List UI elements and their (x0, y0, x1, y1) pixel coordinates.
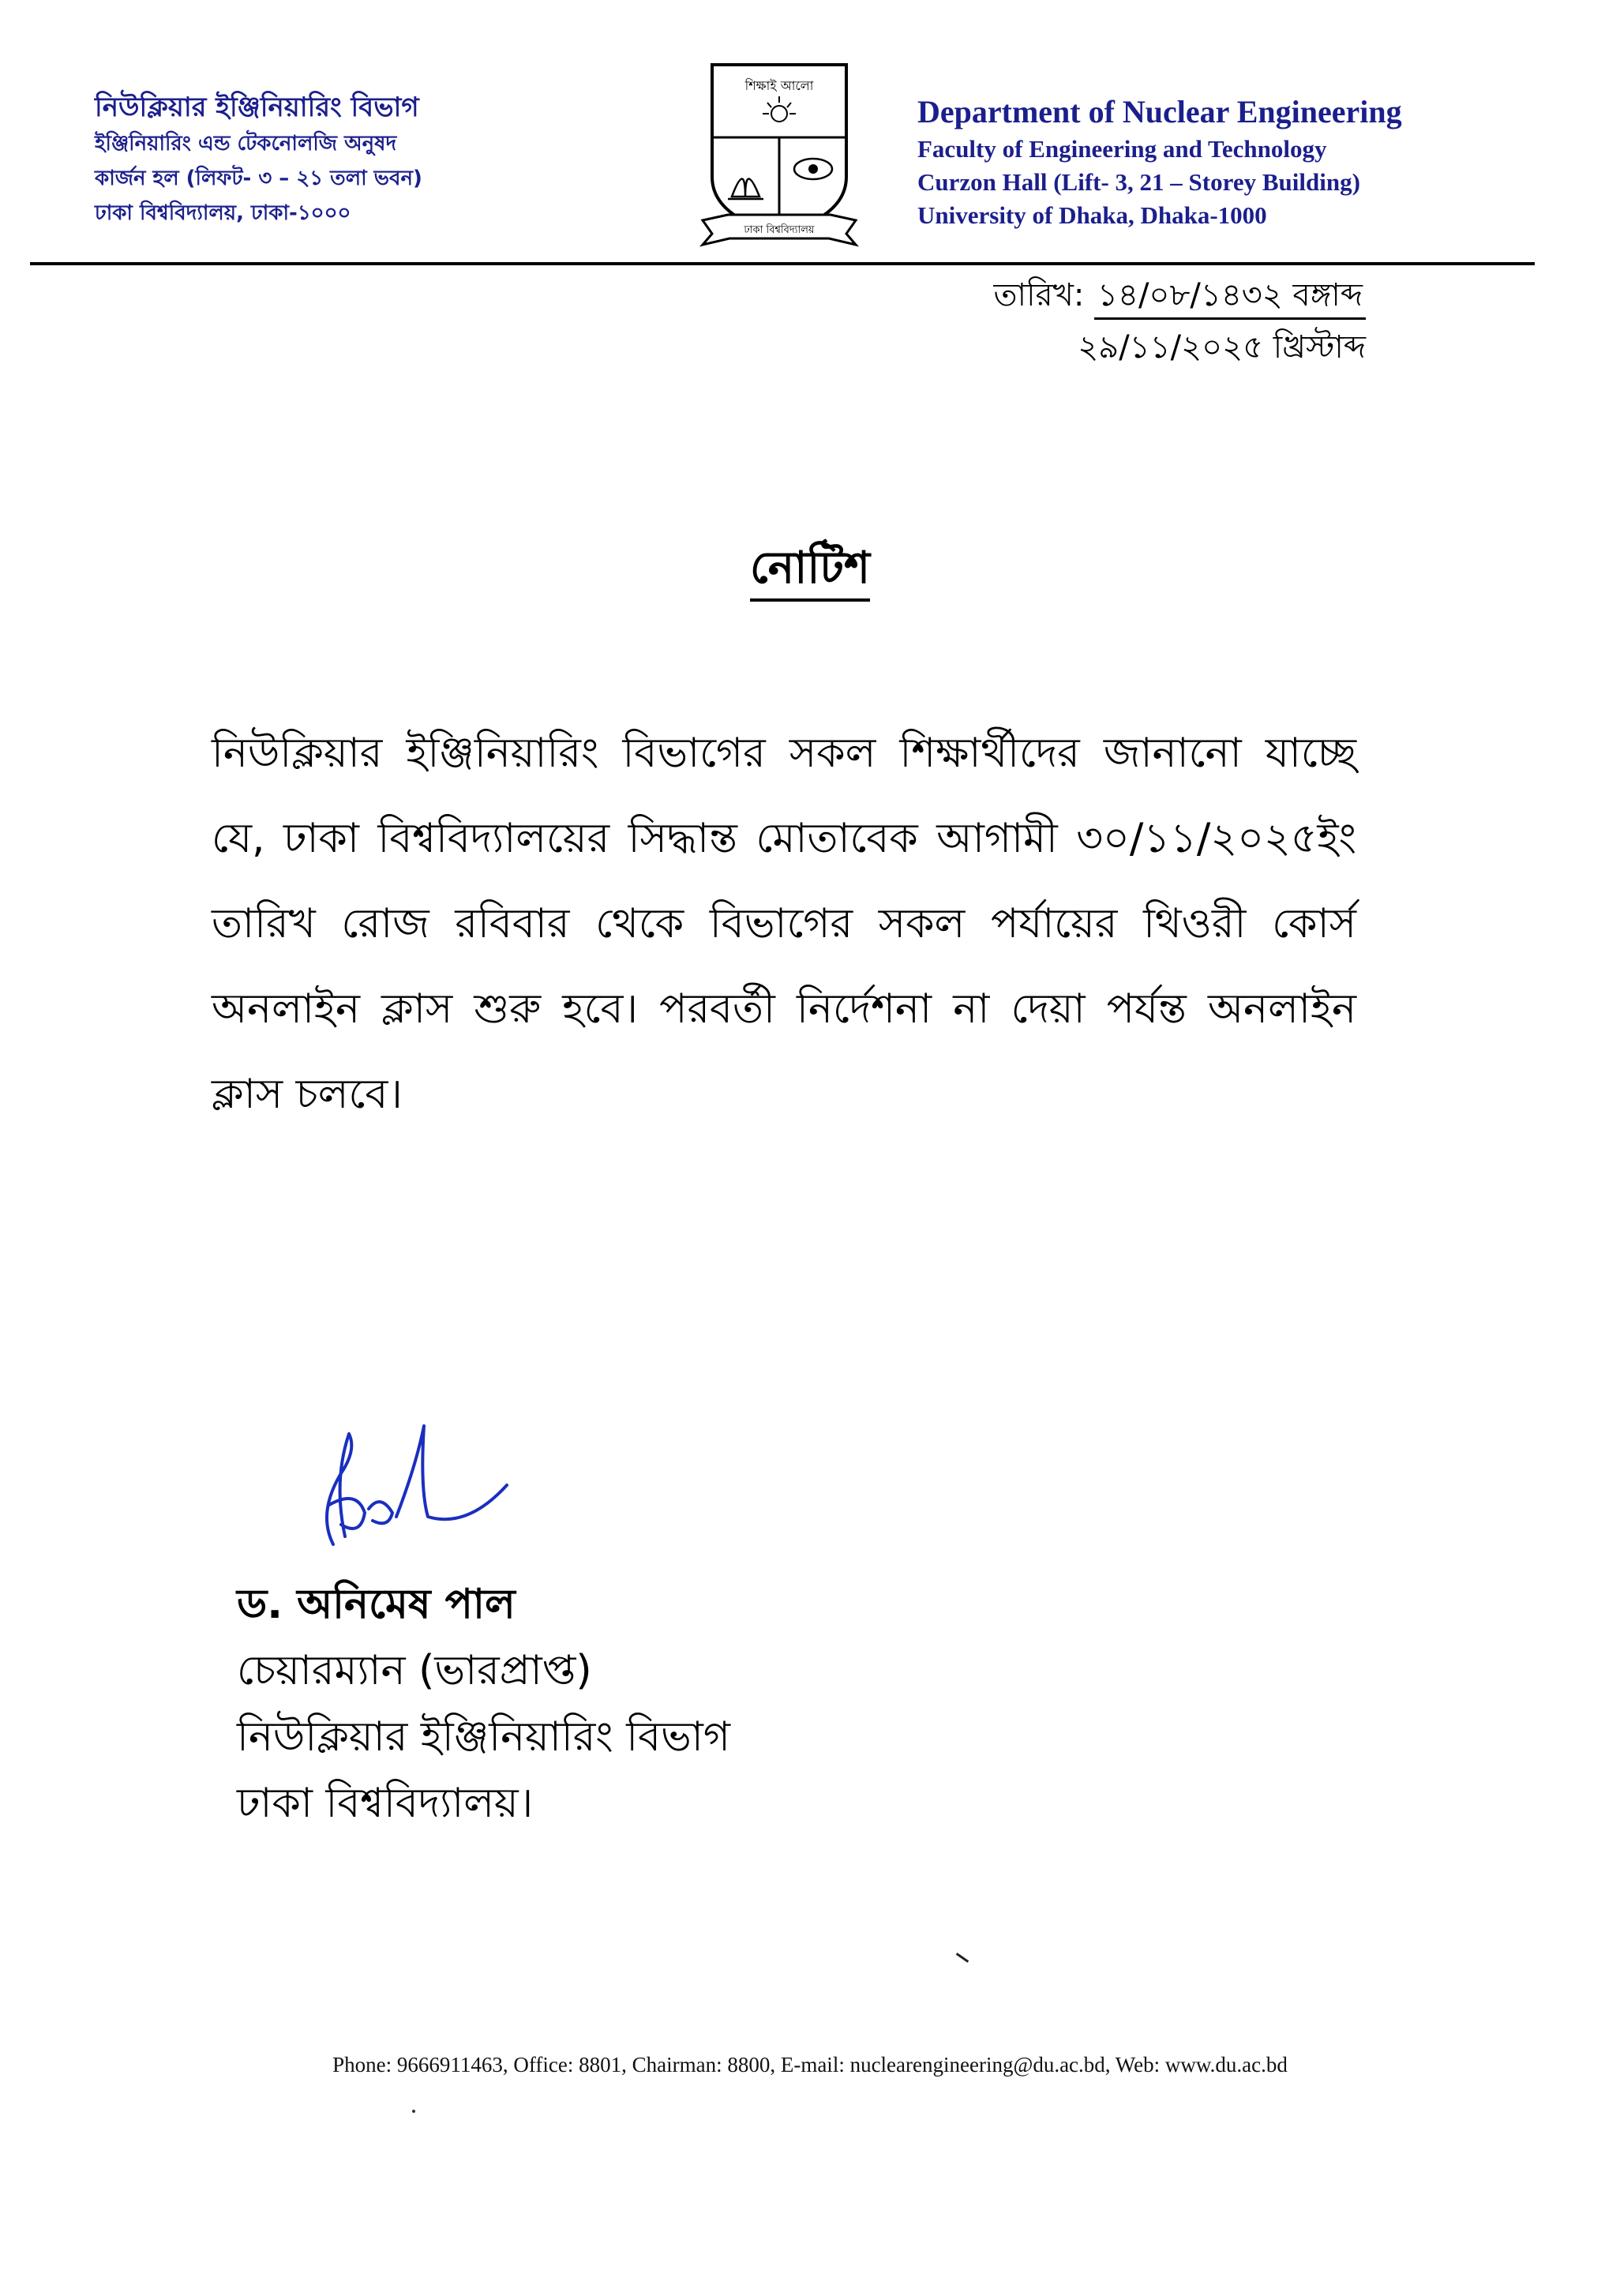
en-building: Curzon Hall (Lift- 3, 21 – Storey Building) (917, 168, 1360, 196)
notice-title-wrap (0, 534, 1620, 608)
scan-mark (956, 1953, 969, 1963)
date-line-bangla (924, 273, 1366, 320)
header-english (917, 92, 1596, 232)
header-divider (30, 262, 1535, 265)
en-faculty: Faculty of Engineering and Technology (917, 135, 1327, 163)
bangla-date: ১৪/০৮/১৪৩২ বঙ্গাব্দ (1094, 273, 1366, 320)
en-department: Department of Nuclear Engineering (917, 94, 1402, 129)
bn-department: নিউক্লিয়ার ইঞ্জিনিয়ারিং বিভাগ (95, 92, 419, 123)
university-crest-icon (696, 58, 862, 248)
signatory-block (237, 1571, 1105, 1836)
date-label: তারিখ: (993, 277, 1085, 313)
header-bangla (95, 88, 695, 231)
en-university: University of Dhaka, Dhaka-1000 (917, 201, 1267, 229)
bn-building: কার্জন হল (লিফট- ৩ – ২১ তলা ভবন) (95, 167, 422, 190)
scan-dot (412, 2110, 415, 2113)
signatory-designation: চেয়ারম্যান (ভারপ্রাপ্ত) (237, 1647, 592, 1694)
logo-banner-text: ঢাকা বিশ্ববিদ্যালয় (744, 224, 815, 236)
logo-motto-text: শিক্ষাই আলো (744, 78, 814, 93)
signatory-name: ড. অনিমেষ পাল (237, 1581, 516, 1628)
signatory-department: নিউক্লিয়ার ইঞ্জিনিয়ারিং বিভাগ (237, 1713, 730, 1761)
footer-contact: Phone: 9666911463, Office: 8801, Chairman: 8800, E-mail: nuclearengineering@du.ac.bd, Web: www.du.ac.bd (332, 2053, 1288, 2077)
bn-university: ঢাকা বিশ্ববিদ্যালয়, ঢাকা-১০০০ (95, 201, 351, 225)
signature-scribble-icon (286, 1418, 538, 1576)
notice-body: নিউক্লিয়ার ইঞ্জিনিয়ারিং বিভাগের সকল শিক্ষার্থীদের জানানো যাচ্ছে যে, ঢাকা বিশ্ববিদ্যালয়ের সিদ্ধান্ত মোতাবেক আগামী ৩০/১১/২০২৫ইং তারিখ রোজ রবিবার থেকে বিভাগের সকল পর্যায়ের থিওরী কোর্স অনলাইন ক্লাস শুরু হবে। পরবর্তী নির্দেশনা না দেয়া পর্যন্ত অনলাইন ক্লাস চলবে। (212, 730, 1356, 1118)
signature (286, 1418, 538, 1576)
signatory-university: ঢাকা বিশ্ববিদ্যালয়। (237, 1780, 534, 1827)
university-logo (696, 58, 862, 248)
bn-faculty: ইঞ্জিনিয়ারিং এন্ড টেকনোলজি অনুষদ (95, 132, 397, 156)
notice-title: নোটিশ (750, 542, 870, 602)
gregorian-date: ২৯/১১/২০২৫ খ্রিস্টাব্দ (1078, 329, 1366, 366)
